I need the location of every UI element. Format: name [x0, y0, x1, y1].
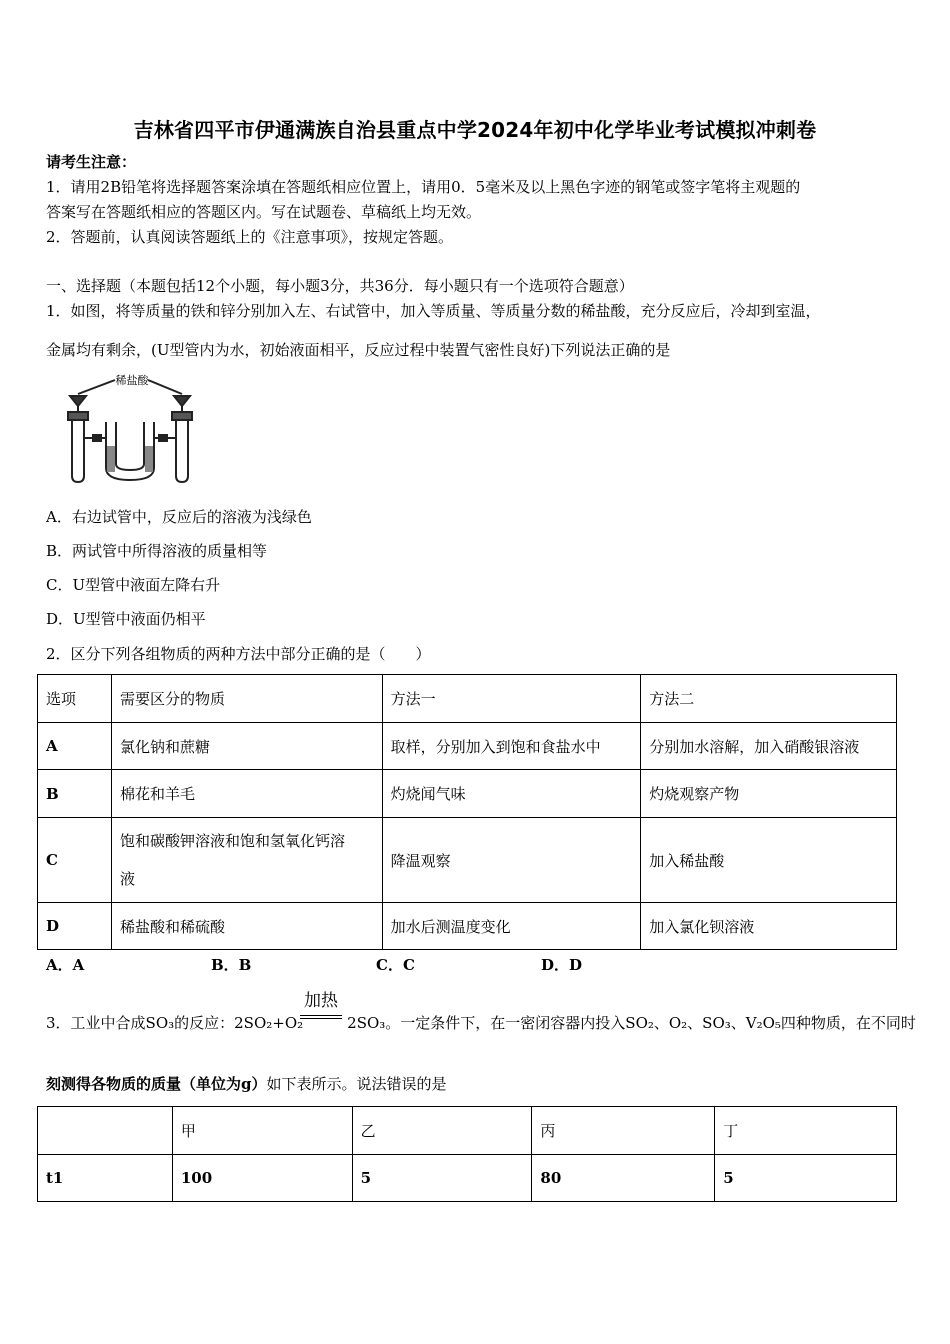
figure-label: 稀盐酸: [115, 374, 149, 387]
equation-reactants: 2SO₂+O₂: [234, 1014, 304, 1032]
table-header: [38, 1107, 173, 1155]
question-3-stem: [46, 1013, 916, 1033]
table-header-row: [38, 675, 897, 723]
table-header: 乙: [352, 1107, 532, 1155]
notice-item: 2．答题前，认真阅读答题纸上的《注意事项》，按规定答题。: [46, 228, 454, 246]
option-c: C．U型管中液面左降右升: [46, 576, 221, 594]
table-header: 方法一: [382, 675, 641, 723]
table-cell: 取样，分别加入到饱和食盐水中: [382, 723, 641, 770]
table-cell: 5: [715, 1155, 897, 1202]
table-header: 方法二: [641, 675, 897, 723]
equals-sign: [300, 1015, 342, 1019]
question-1-stem: 金属均有剩余，(U型管内为水，初始液面相平，反应过程中装置气密性良好)下列说法正确的是: [46, 341, 671, 359]
question-2-table: [37, 674, 897, 950]
table-cell: 分别加水溶解，加入硝酸银溶液: [641, 723, 897, 770]
table-cell: D: [38, 903, 112, 950]
answer-option-b: B．B: [211, 956, 252, 974]
table-cell: 5: [352, 1155, 532, 1202]
question-3-table: [37, 1106, 897, 1202]
question-3-part: 如下表所示。说法错误的是: [266, 1075, 447, 1093]
u-tube-apparatus-figure: [60, 372, 200, 484]
table-header: 选项: [38, 675, 112, 723]
reaction-condition: [300, 986, 342, 1019]
question-3-prefix: 3．工业中合成SO₃的反应：: [46, 1014, 235, 1032]
table-row: [38, 903, 897, 950]
table-cell: A: [38, 723, 112, 770]
question-3-part: 刻测得各物质的质量（单位为g）: [46, 1075, 267, 1093]
question-3-stem-line2: [46, 1074, 447, 1094]
option-b: B．两试管中所得溶液的质量相等: [46, 542, 268, 560]
table-cell: B: [38, 770, 112, 818]
table-cell: 降温观察: [382, 818, 641, 903]
question-2-stem: 2．区分下列各组物质的两种方法中部分正确的是（ ）: [46, 645, 431, 663]
table-cell: t1: [38, 1155, 173, 1202]
table-header: 甲: [172, 1107, 352, 1155]
table-cell: 加水后测温度变化: [382, 903, 641, 950]
table-row: [38, 1155, 897, 1202]
table-cell: 氯化钠和蔗糖: [111, 723, 382, 770]
table-cell: 稀盐酸和稀硫酸: [111, 903, 382, 950]
table-cell: 棉花和羊毛: [111, 770, 382, 818]
table-cell: 加入氯化钡溶液: [641, 903, 897, 950]
answer-option-d: D．D: [541, 956, 583, 974]
option-d: D．U型管中液面仍相平: [46, 610, 206, 628]
answer-option-c: C．C: [376, 956, 415, 974]
table-cell: 100: [172, 1155, 352, 1202]
table-cell-line: 液: [119, 870, 135, 888]
table-header: 丁: [715, 1107, 897, 1155]
notice-heading: 请考生注意：: [46, 153, 137, 171]
table-header: 需要区分的物质: [111, 675, 382, 723]
table-row: [38, 818, 897, 903]
page-title: 吉林省四平市伊通满族自治县重点中学2024年初中化学毕业考试模拟冲刺卷: [133, 118, 817, 142]
table-cell: 灼烧闻气味: [382, 770, 641, 818]
notice-item: 答案写在答题纸相应的答题区内。写在试题卷、草稿纸上均无效。: [46, 203, 482, 221]
table-row: [38, 770, 897, 818]
table-cell-line: 饱和碳酸钾溶液和饱和氢氧化钙溶: [119, 832, 345, 850]
answer-option-a: A．A: [46, 956, 85, 974]
section-heading: 一、选择题（本题包括12个小题，每小题3分，共36分．每小题只有一个选项符合题意）: [46, 277, 634, 295]
question-1-stem: 1．如图，将等质量的铁和锌分别加入左、右试管中，加入等质量、等质量分数的稀盐酸，充分反应后，冷却到室温，: [46, 302, 821, 320]
question-3-rest: 2SO₃。一定条件下，在一密闭容器内投入SO₂、O₂、SO₃、V₂O₅四种物质，在不同时: [347, 1014, 916, 1032]
table-cell: C: [38, 818, 112, 903]
table-cell: 加入稀盐酸: [641, 818, 897, 903]
notice-item: 1．请用2B铅笔将选择题答案涂填在答题纸相应位置上，请用0．5毫米及以上黑色字迹的钢笔或签字笔将主观题的: [46, 178, 801, 196]
table-header-row: [38, 1107, 897, 1155]
option-a: A．右边试管中，反应后的溶液为浅绿色: [46, 508, 312, 526]
table-cell: [111, 818, 382, 903]
table-row: [38, 723, 897, 770]
table-cell: 灼烧观察产物: [641, 770, 897, 818]
table-cell: 80: [532, 1155, 715, 1202]
condition-label: 加热: [304, 991, 338, 1011]
table-header: 丙: [532, 1107, 715, 1155]
